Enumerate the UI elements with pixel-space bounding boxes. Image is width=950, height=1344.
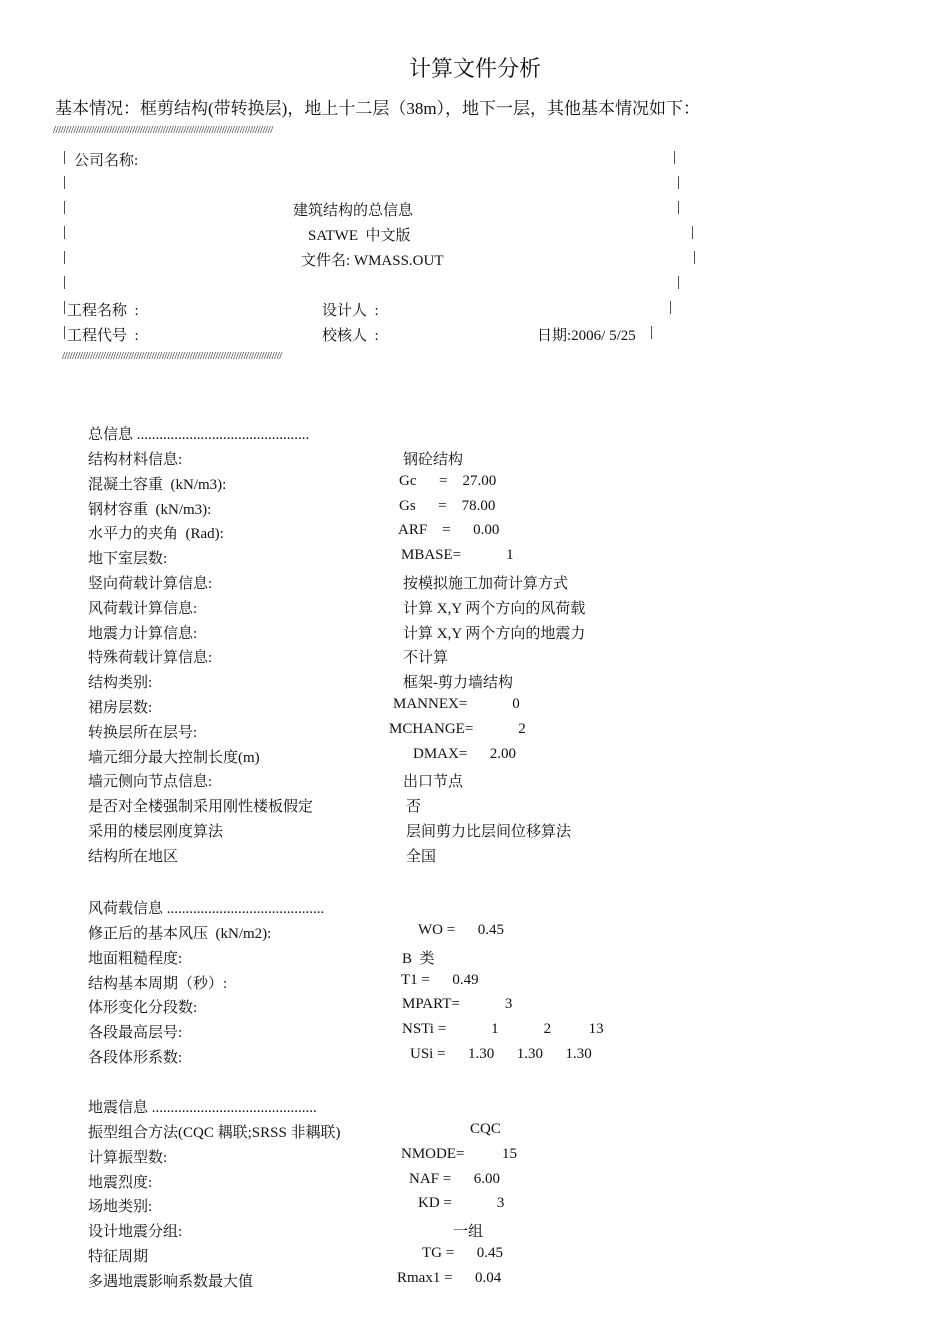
box-bar: | xyxy=(650,324,654,340)
box-bar: | xyxy=(677,199,681,215)
seismic-row-label: 振型组合方法(CQC 耦联;SRSS 非耦联) xyxy=(88,1125,341,1141)
general-row-label: 特殊荷载计算信息: xyxy=(88,650,213,666)
general-row-value: 钢砼结构 xyxy=(403,452,464,468)
wind-row-value: T1 = 0.49 xyxy=(401,972,479,988)
header-heading: 建筑结构的总信息 xyxy=(293,203,414,219)
general-row-label: 竖向荷载计算信息: xyxy=(88,576,213,592)
general-row-label: 风荷载计算信息: xyxy=(88,601,198,617)
box-bar: | xyxy=(677,274,681,290)
checker-label: 校核人 : xyxy=(322,328,379,344)
box-bar: | xyxy=(63,299,67,315)
wind-row-label: 修正后的基本风压 (kN/m2): xyxy=(88,926,272,942)
box-bar: | xyxy=(677,174,681,190)
general-row-label: 墙元细分最大控制长度(m) xyxy=(88,750,260,766)
seismic-row-value: NMODE= 15 xyxy=(401,1146,517,1162)
wind-row-value: NSTi = 1 2 13 xyxy=(402,1021,604,1037)
box-bar: | xyxy=(63,274,67,290)
seismic-row-value: KD = 3 xyxy=(418,1195,505,1211)
software-name: SATWE 中文版 xyxy=(308,228,411,244)
seismic-row-label: 场地类别: xyxy=(88,1199,153,1215)
general-row-value: MBASE= 1 xyxy=(401,547,514,563)
box-bar: | xyxy=(673,149,677,165)
designer-label: 设计人 : xyxy=(322,303,379,319)
wind-row-label: 结构基本周期（秒）: xyxy=(88,976,228,992)
project-code-label: 工程代号 : xyxy=(67,328,139,344)
project-name-label: 工程名称 : xyxy=(67,303,139,319)
seismic-row-value: TG = 0.45 xyxy=(422,1245,503,1261)
box-bar: | xyxy=(63,224,67,240)
general-row-value: MCHANGE= 2 xyxy=(389,721,526,737)
general-row-label: 地下室层数: xyxy=(88,551,168,567)
general-row-value: 出口节点 xyxy=(403,774,464,790)
general-row-value: DMAX= 2.00 xyxy=(413,746,517,762)
seismic-row-label: 地震烈度: xyxy=(88,1175,153,1191)
general-row-label: 地震力计算信息: xyxy=(88,626,198,642)
general-row-label: 是否对全楼强制采用刚性楼板假定 xyxy=(88,799,314,815)
general-row-value: 框架-剪力墙结构 xyxy=(403,675,513,691)
general-row-value: 计算 X,Y 两个方向的地震力 xyxy=(403,626,586,642)
general-row-label: 水平力的夹角 (Rad): xyxy=(88,526,224,542)
wind-row-label: 地面粗糙程度: xyxy=(88,951,183,967)
general-row-value: 层间剪力比层间位移算法 xyxy=(406,824,572,840)
general-row-label: 墙元侧向节点信息: xyxy=(88,774,213,790)
general-row-label: 结构类别: xyxy=(88,675,153,691)
box-bar: | xyxy=(63,199,67,215)
wind-row-value: MPART= 3 xyxy=(402,996,513,1012)
seismic-row-value: NAF = 6.00 xyxy=(409,1171,500,1187)
wind-row-value: WO = 0.45 xyxy=(418,922,504,938)
box-bar: | xyxy=(691,224,695,240)
general-row-value: MANNEX= 0 xyxy=(393,696,520,712)
general-row-label: 采用的楼层刚度算法 xyxy=(88,824,224,840)
general-row-label: 钢材容重 (kN/m3): xyxy=(88,502,212,518)
wind-section-title: 风荷载信息 .......................................... xyxy=(88,901,325,917)
general-row-value: 计算 X,Y 两个方向的风荷载 xyxy=(403,601,586,617)
wind-row-value: USi = 1.30 1.30 1.30 xyxy=(410,1046,592,1062)
separator-line-bottom: ////////////////////////////////////////////////////////////////////////////////////// xyxy=(62,350,282,362)
box-bar: | xyxy=(693,249,697,265)
general-section-title: 总信息 .............................................. xyxy=(88,427,310,443)
wind-row-value: B 类 xyxy=(402,951,435,967)
general-row-value: Gs = 78.00 xyxy=(399,498,496,514)
seismic-row-value: 一组 xyxy=(453,1224,484,1240)
general-row-value: 否 xyxy=(406,799,422,815)
box-bar: | xyxy=(63,174,67,190)
box-bar: | xyxy=(63,249,67,265)
box-bar: | xyxy=(63,149,67,165)
seismic-row-label: 计算振型数: xyxy=(88,1150,168,1166)
date-text: 日期:2006/ 5/25 xyxy=(537,328,636,344)
page-title: 计算文件分析 xyxy=(408,56,541,81)
file-name: 文件名: WMASS.OUT xyxy=(301,253,444,269)
general-row-value: 按模拟施工加荷计算方式 xyxy=(403,576,569,592)
general-row-value: 不计算 xyxy=(403,650,449,666)
separator-line-top: ////////////////////////////////////////////////////////////////////////////////////// xyxy=(53,124,273,136)
box-bar: | xyxy=(669,299,673,315)
wind-row-label: 各段体形系数: xyxy=(88,1050,183,1066)
seismic-row-label: 特征周期 xyxy=(88,1249,149,1265)
intro-text: 基本情况：框剪结构(带转换层)，地上十二层（38m），地下一层，其他基本情况如下： xyxy=(55,99,701,118)
wind-row-label: 体形变化分段数: xyxy=(88,1000,198,1016)
box-bar: | xyxy=(63,324,67,340)
general-row-label: 结构材料信息: xyxy=(88,452,183,468)
general-row-label: 裙房层数: xyxy=(88,700,153,716)
seismic-row-value: Rmax1 = 0.04 xyxy=(397,1270,502,1286)
seismic-row-value: CQC xyxy=(470,1121,501,1137)
general-row-label: 混凝土容重 (kN/m3): xyxy=(88,477,227,493)
general-row-value: Gc = 27.00 xyxy=(399,473,497,489)
seismic-row-label: 设计地震分组: xyxy=(88,1224,183,1240)
wind-row-label: 各段最高层号: xyxy=(88,1025,183,1041)
seismic-section-title: 地震信息 ............................................ xyxy=(88,1100,317,1116)
general-row-value: 全国 xyxy=(406,849,437,865)
company-name-label: 公司名称: xyxy=(74,153,139,169)
general-row-label: 转换层所在层号: xyxy=(88,725,198,741)
seismic-row-label: 多遇地震影响系数最大值 xyxy=(88,1274,254,1290)
general-row-label: 结构所在地区 xyxy=(88,849,179,865)
general-row-value: ARF = 0.00 xyxy=(398,522,500,538)
